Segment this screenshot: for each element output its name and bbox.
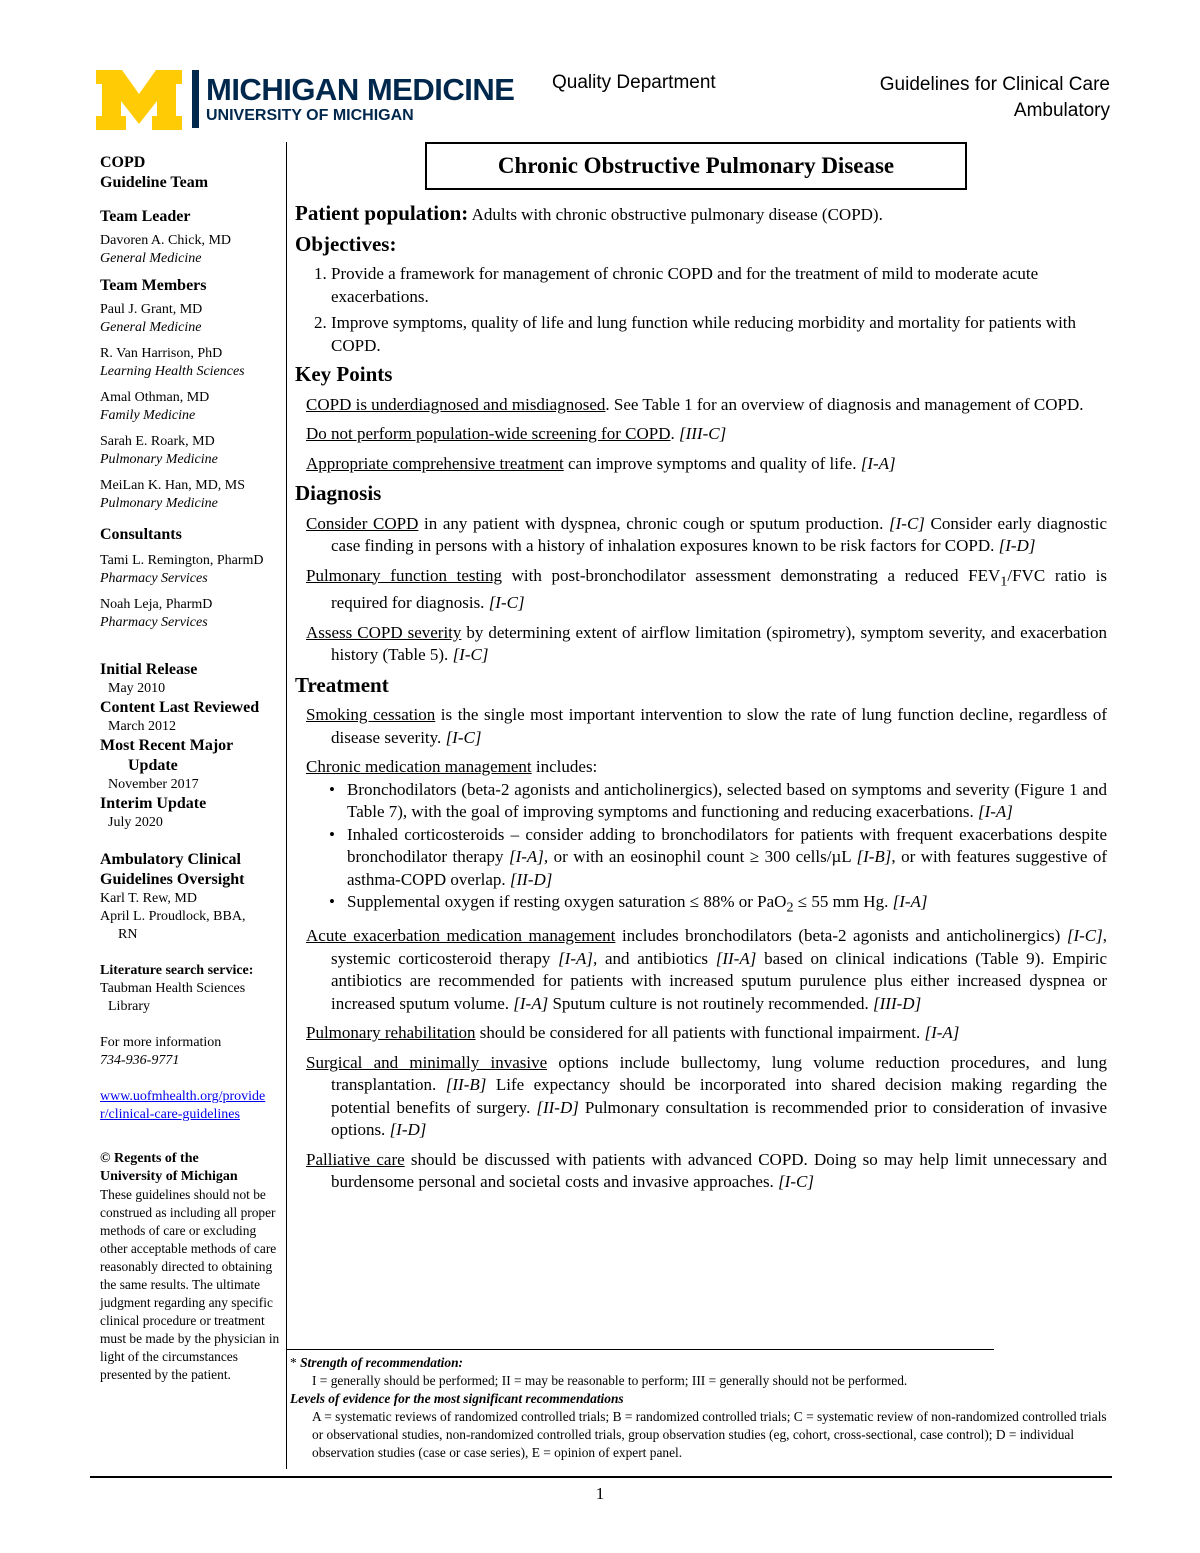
team-member: Sarah E. Roark, MD xyxy=(100,434,215,449)
diagnosis-heading: Diagnosis xyxy=(295,481,382,505)
lit-search-service: Taubman Health Sciences xyxy=(100,981,246,996)
medication-item: • Bronchodilators (beta-2 agonists and anticholinergics), selected based on symptoms and severity (Figure 1 and Table 7), with the goal of improving symptoms and functioning and reducing exacerbations. [I-A] xyxy=(347,779,1107,824)
disclaimer: These guidelines should not be construed as including all proper methods of care or excluding other acceptable methods of care reasonably directed to obtaining the same results. The ultimate judgment regarding any specific clinical procedure or treatment must be made by the physician in light of the circumstances presented by the patient. xyxy=(100,1187,280,1382)
team-member: MeiLan K. Han, MD, MS xyxy=(100,478,246,493)
objectives-heading: Objectives: xyxy=(295,231,397,256)
guidelines-line-1: Guidelines for Clinical Care xyxy=(879,74,1110,95)
team-member-dept: Family Medicine xyxy=(100,408,196,423)
major-update-date: November 2017 xyxy=(108,777,199,792)
oversight-label: Ambulatory Clinical xyxy=(100,851,241,868)
initial-release-label: Initial Release xyxy=(100,661,198,678)
levels-of-evidence-text: A = systematic reviews of randomized controlled trials; B = randomized controlled trials; C = systematic review of non-randomized controlled trials or observational studies, non-randomized controlled trials, group observation studies (eg, cohort, cross-sectional, case control); D = individual observation studies (case or case series), E = opinion of expert panel. xyxy=(312,1409,1107,1460)
page-bottom-rule xyxy=(90,1476,1112,1478)
population-text: Adults with chronic obstructive pulmonary disease (COPD). xyxy=(471,205,883,224)
treatment-heading: Treatment xyxy=(295,672,389,697)
logo-divider xyxy=(192,70,199,128)
copyright-label-2: University of Michigan xyxy=(100,1169,238,1184)
consultant: Noah Leja, PharmD xyxy=(100,597,213,612)
more-info-label: For more information xyxy=(100,1035,222,1050)
sidebar-divider xyxy=(286,142,287,1469)
diagnosis-item: Pulmonary function testing with post-bronchodilator assessment demonstrating a reduced $FEV_1$/FVC ratio is required for diagnosis. [I-C] xyxy=(306,565,1107,613)
initial-release-date: May 2010 xyxy=(108,681,166,696)
department-label: Quality Department xyxy=(552,72,716,93)
patient-population xyxy=(295,202,1107,227)
treatment-item: Smoking cessation is the single most important intervention to slow the rate of lung function decline, regardless of disease severity. [I-C] xyxy=(306,705,1108,747)
team-members-label: Team Members xyxy=(100,277,207,294)
logo-title: MICHIGAN MEDICINE xyxy=(206,72,515,107)
page-number: 1 xyxy=(595,1484,605,1503)
phone-number: 734-936-9771 xyxy=(100,1053,180,1068)
strength-of-recommendation: * Strength of recommendation: xyxy=(290,1355,463,1370)
team-member-dept: Pulmonary Medicine xyxy=(100,496,218,511)
sidebar xyxy=(100,153,286,1384)
key-point: COPD is underdiagnosed and misdiagnosed. See Table 1 for an overview of diagnosis and management of COPD. xyxy=(306,394,1084,414)
diagnosis-item: Assess COPD severity by determining extent of airflow limitation (spirometry), symptom severity, and exacerbation history (Table 5). [I-C] xyxy=(306,622,1107,665)
consultant-dept: Pharmacy Services xyxy=(100,571,208,586)
oversight-member-cont: RN xyxy=(118,927,138,942)
oversight-member: April L. Proudlock, BBA, xyxy=(100,909,246,924)
team-member: Amal Othman, MD xyxy=(100,390,210,405)
key-points-heading: Key Points xyxy=(295,362,393,386)
diagnosis-item: Consider COPD in any patient with dyspnea, chronic cough or sputum production. [I-C] Consider early diagnostic case finding in persons with a history of inhalation exposures known to be risk factors for COPD. [I-D] xyxy=(306,513,1107,555)
content-reviewed-date: March 2012 xyxy=(108,719,177,734)
team-leader-label: Team Leader xyxy=(100,208,191,225)
team-member: Paul J. Grant, MD xyxy=(100,302,203,317)
objectives-list xyxy=(295,263,1107,357)
block-m-logo-icon xyxy=(96,70,182,130)
strength-text: I = generally should be performed; II = may be reasonable to perform; III = generally should not be performed. xyxy=(312,1373,908,1388)
treatment-item: Surgical and minimally invasive options include bullectomy, lung volume reduction procedures, and lung transplantation. [II-B] Life expectancy should be incorporated into shared decision making regarding the potential benefits of surgery. [II-D] Pulmonary consultation is recommended prior to consideration of invasive options. [I-D] xyxy=(306,1052,1108,1140)
medication-list xyxy=(295,779,1107,919)
consultant-dept: Pharmacy Services xyxy=(100,615,208,630)
consultants-label: Consultants xyxy=(100,526,182,543)
team-leader-name: Davoren A. Chick, MD xyxy=(100,233,232,248)
logo-subtitle: UNIVERSITY OF MICHIGAN xyxy=(206,107,414,124)
objective-item: 1. Provide a framework for management of chronic COPD and for the treatment of mild to moderate acute exacerbations. xyxy=(331,263,1107,308)
michigan-medicine-logo xyxy=(96,70,515,130)
consultant: Tami L. Remington, PharmD xyxy=(100,553,264,568)
team-member-dept: Learning Health Sciences xyxy=(100,364,245,379)
page-title: Chronic Obstructive Pulmonary Disease xyxy=(425,142,967,190)
guidelines-line-2: Ambulatory xyxy=(1013,100,1110,121)
lit-search-service-cont: Library xyxy=(108,999,150,1014)
treatment-item: Acute exacerbation medication management includes bronchodilators (beta-2 agonists and anticholinergics) [I-C], systemic corticosteroid therapy [I-A], and antibiotics [II-A] based on clinical indications (Table 9). Empiric antibiotics are recommended for patients with increased sputum purulence plus either increased dyspnea or increased sputum volume. [I-A] Sputum culture is not routinely recommended. [III-D] xyxy=(306,926,1108,1013)
sidebar-heading: COPD xyxy=(100,154,146,171)
levels-of-evidence-label: Levels of evidence for the most significant recommendations xyxy=(290,1391,624,1406)
team-member: R. Van Harrison, PhD xyxy=(100,346,223,361)
interim-update-date: July 2020 xyxy=(108,815,163,830)
medication-item: • Inhaled corticosteroids – consider adding to bronchodilators for patients with frequent exacerbations despite bronchodilator therapy [I-A], or with an eosinophil count ≥ 300 cells/µL [I-B], or with features suggestive of asthma-COPD overlap. [II-D] xyxy=(347,824,1107,892)
oversight-member: Karl T. Rew, MD xyxy=(100,891,197,906)
content-reviewed-label: Content Last Reviewed xyxy=(100,699,260,716)
medication-item: • Supplemental oxygen if resting oxygen saturation ≤ 88% or PaO$_2$ ≤ 55 mm Hg. [I-A] xyxy=(347,891,1107,919)
footnote xyxy=(290,1354,1110,1462)
team-leader-dept: General Medicine xyxy=(100,251,202,266)
major-update-label: Most Recent Major xyxy=(100,737,234,754)
treatment-item: Palliative care should be discussed with patients with advanced COPD. Doing so may help limit unnecessary and burdensome personal and societal costs and invasive approaches. [I-C] xyxy=(306,1149,1107,1192)
team-member-dept: General Medicine xyxy=(100,320,202,335)
interim-update-label: Interim Update xyxy=(100,795,207,812)
guidelines-link[interactable]: www.uofmhealth.org/provide r/clinical-care-guidelines xyxy=(100,1089,266,1122)
oversight-label-2: Guidelines Oversight xyxy=(100,871,245,888)
copyright-label: © Regents of the xyxy=(100,1151,199,1166)
guidelines-header xyxy=(880,72,1110,124)
treatment-item: Chronic medication management includes: xyxy=(306,757,598,777)
sidebar-subheading: Guideline Team xyxy=(100,174,209,191)
key-point: Do not perform population-wide screening for COPD. [III-C] xyxy=(306,424,727,443)
lit-search-label: Literature search service: xyxy=(100,963,254,978)
objective-item: 2. Improve symptoms, quality of life and lung function while reducing morbidity and mortality for patients with COPD. xyxy=(331,312,1107,357)
footnote-divider xyxy=(286,1349,994,1350)
population-label: Patient population: xyxy=(295,201,469,225)
major-update-label-2: Update xyxy=(128,757,178,774)
treatment-item: Pulmonary rehabilitation should be considered for all patients with functional impairment. [I-A] xyxy=(306,1023,960,1043)
team-member-dept: Pulmonary Medicine xyxy=(100,452,218,467)
key-point: Appropriate comprehensive treatment can improve symptoms and quality of life. [I-A] xyxy=(306,453,896,473)
main-content xyxy=(295,202,1107,1201)
